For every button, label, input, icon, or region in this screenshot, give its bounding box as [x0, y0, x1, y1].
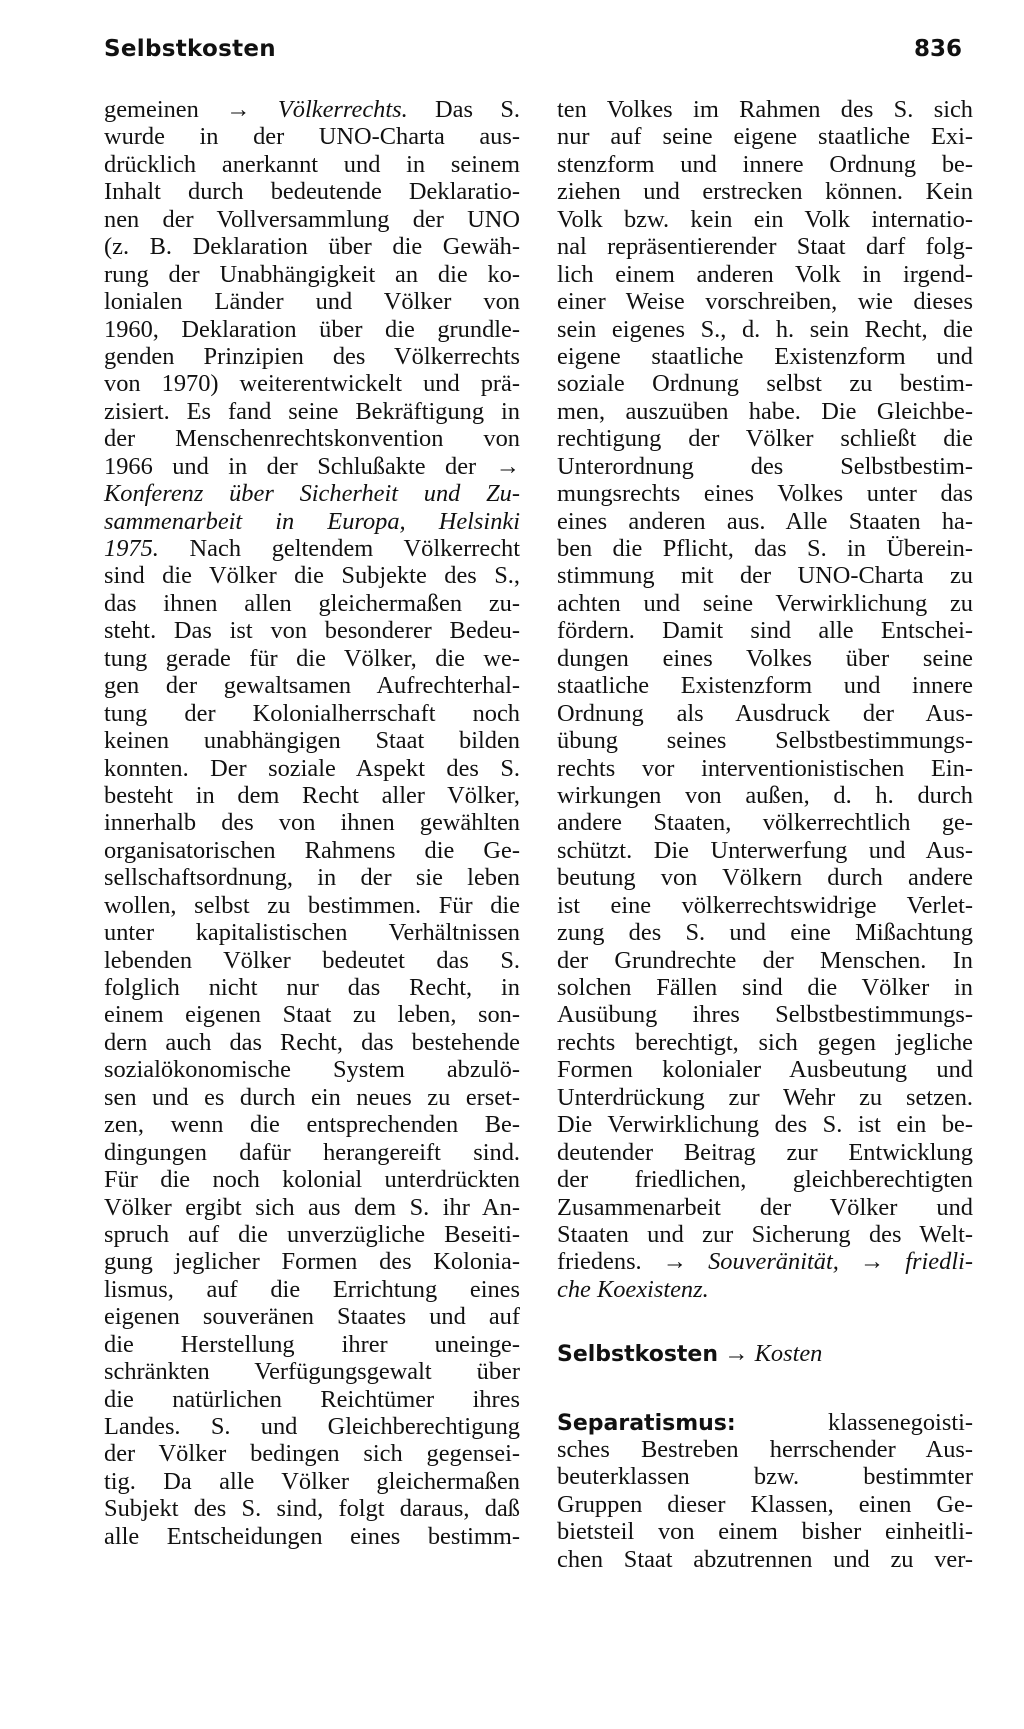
text-line: der Völker bedingen sich gegensei-	[104, 1440, 520, 1468]
left-column	[104, 96, 520, 1550]
right-column	[557, 96, 973, 1573]
entry-selbstkosten: Selbstkosten → Kosten	[557, 1339, 823, 1367]
text-line: nal repräsentierender Staat darf folg-	[557, 233, 973, 261]
text-line: der Menschenrechtskonvention von	[104, 425, 520, 453]
text-line: Völker ergibt sich aus dem S. ihr An-	[104, 1193, 520, 1221]
text-line: sozialökonomische System abzulö-	[104, 1056, 520, 1084]
text-line: das ihnen allen gleichermaßen zu-	[104, 589, 520, 617]
text-line: lonialen Länder und Völker von	[104, 288, 520, 316]
text-line: rechtigung der Völker schließt die	[557, 425, 973, 453]
text-line: ziehen und erstrecken können. Kein	[557, 178, 973, 206]
text-line: 1975. Nach geltendem Völkerrecht	[104, 535, 520, 562]
text-line: rung der Unabhängigkeit an die ko-	[104, 260, 520, 288]
cross-ref-koexistenz-part2[interactable]: che Koexistenz.	[557, 1275, 709, 1303]
text-line: Unterordnung des Selbstbestim-	[557, 452, 973, 480]
text-line: innerhalb des von ihnen gewählten	[104, 809, 520, 837]
text-line: lismus, auf die Errichtung eines	[104, 1275, 520, 1303]
text-line: staatliche Existenzform und innere	[557, 672, 973, 700]
text-line: die natürlichen Reichtümer ihres	[104, 1385, 520, 1413]
text-line: Für die noch kolonial unterdrückten	[104, 1166, 520, 1194]
text-line: dungen eines Volkes über seine	[557, 644, 973, 672]
text-line: beuterklassen bzw. bestimmter	[557, 1463, 973, 1491]
text-line: (z. B. Deklaration über die Gewäh-	[104, 233, 520, 261]
text-line: lich einem anderen Volk in irgend-	[557, 260, 973, 288]
text-line: Volk bzw. kein ein Volk internatio-	[557, 205, 973, 233]
text-line: Konferenz über Sicherheit und Zu-	[104, 480, 520, 508]
text-line: rechts berechtigt, sich gegen jegliche	[557, 1028, 973, 1056]
text-line: Inhalt durch bedeutende Deklaratio-	[104, 178, 520, 206]
text-line: dingungen dafür herangereift sind.	[104, 1138, 520, 1166]
text-line: konnten. Der soziale Aspekt des S.	[104, 754, 520, 782]
text-line: eigene staatliche Existenzform und	[557, 342, 973, 370]
text-line: Gruppen dieser Klassen, einen Ge-	[557, 1490, 973, 1518]
text-line: dern auch das Recht, das bestehende	[104, 1028, 520, 1056]
text-line: gen der gewaltsamen Aufrechterhal-	[104, 672, 520, 700]
text-line: wollen, selbst zu bestimmen. Für die	[104, 891, 520, 919]
text-line: zen, wenn die entsprechenden Be-	[104, 1111, 520, 1139]
text-line: sind die Völker die Subjekte des S.,	[104, 562, 520, 590]
text-line: fördern. Damit sind alle Entschei-	[557, 617, 973, 645]
closing-line: friedens. → Souveränität, → friedli-	[557, 1248, 973, 1276]
text-line: 1966 und in der Schlußakte der →	[104, 452, 520, 480]
text-line: gemeinen → Völkerrechts. Das S.	[104, 96, 520, 123]
text-line: sen und es durch ein neues zu erset-	[104, 1083, 520, 1111]
text-line: nur auf seine eigene staatliche Exi-	[557, 123, 973, 151]
text-line: steht. Das ist von besonderer Bedeu-	[104, 617, 520, 645]
text-line: chen Staat abzutrennen und zu ver-	[557, 1545, 973, 1573]
text-line: übung seines Selbstbestimmungs-	[557, 727, 973, 755]
text-line: 1960, Deklaration über die grundle-	[104, 315, 520, 343]
text-line: einer Weise vorschreiben, wie dieses	[557, 288, 973, 316]
text-line: achten und seine Verwirklichung zu	[557, 589, 973, 617]
text-line: Die Verwirklichung des S. ist ein be-	[557, 1111, 973, 1139]
running-head: Selbstkosten	[104, 36, 276, 62]
entry-separatismus-first-line: Separatismus: klassenegoisti-	[557, 1408, 973, 1436]
text-line: sches Bestreben herrschender Aus-	[557, 1436, 973, 1463]
text-line: genden Prinzipien des Völkerrechts	[104, 342, 520, 370]
text-line: der friedlichen, gleichberechtigten	[557, 1166, 973, 1194]
entry-term-selbstkosten: Selbstkosten	[557, 1341, 719, 1367]
text-line: men, auszuüben habe. Die Gleichbe-	[557, 397, 973, 425]
text-line: deutender Beitrag zur Entwicklung	[557, 1138, 973, 1166]
text-line: Ordnung als Ausdruck der Aus-	[557, 699, 973, 727]
text-line: Subjekt des S. sind, folgt daraus, daß	[104, 1495, 520, 1523]
text-line: sellschaftsordnung, in der sie leben	[104, 864, 520, 892]
text-line: solchen Fällen sind die Völker in	[557, 974, 973, 1001]
text-line: Unterdrückung zur Wehr zu setzen.	[557, 1083, 973, 1111]
text-line: ben die Pflicht, das S. in Überein-	[557, 535, 973, 562]
text-line: nen der Vollversammlung der UNO	[104, 205, 520, 233]
page-number: 836	[913, 36, 962, 62]
text-line: tung gerade für die Völker, die we-	[104, 644, 520, 672]
text-line: lebenden Völker bedeutet das S.	[104, 946, 520, 974]
text-line: schränkten Verfügungsgewalt über	[104, 1358, 520, 1386]
text-line: unter kapitalistischen Verhältnissen	[104, 919, 520, 947]
cross-ref-souveraenitaet[interactable]: Souveränität,	[708, 1248, 839, 1276]
text-line: soziale Ordnung selbst zu bestim-	[557, 370, 973, 398]
text-line: Staaten und zur Sicherung des Welt-	[557, 1220, 973, 1248]
text-line: der Grundrechte der Menschen. In	[557, 946, 973, 974]
text-line: die Herstellung ihrer uneinge-	[104, 1330, 520, 1358]
text-line: Landes. S. und Gleichberechtigung	[104, 1413, 520, 1440]
text-line: alle Entscheidungen eines bestimm-	[104, 1522, 520, 1550]
text-line: zisiert. Es fand seine Bekräftigung in	[104, 397, 520, 425]
text-line: mungsrechts eines Volkes unter das	[557, 480, 973, 508]
text-line: wurde in der UNO-Charta aus-	[104, 123, 520, 151]
text-line: sein eigenes S., d. h. sein Recht, die	[557, 315, 973, 343]
text-line: eigenen souveränen Staates und auf	[104, 1303, 520, 1331]
text-line: stenzform und innere Ordnung be-	[557, 150, 973, 178]
text-line: Ausübung ihres Selbstbestimmungs-	[557, 1001, 973, 1029]
text-line: besteht in dem Recht aller Völker,	[104, 781, 520, 809]
text-line: von 1970) weiterentwickelt und prä-	[104, 370, 520, 398]
text-line: organisatorischen Rahmens die Ge-	[104, 836, 520, 864]
text-line: wirkungen von außen, d. h. durch	[557, 781, 973, 809]
text-line: zung des S. und eine Mißachtung	[557, 919, 973, 947]
text-line: keinen unabhängigen Staat bilden	[104, 727, 520, 755]
text-line: folglich nicht nur das Recht, in	[104, 974, 520, 1001]
text-line: tung der Kolonialherrschaft noch	[104, 699, 520, 727]
text-line: andere Staaten, völkerrechtlich ge-	[557, 809, 973, 837]
text-line: schützt. Die Unterwerfung und Aus-	[557, 836, 973, 864]
cross-ref-kosten[interactable]: Kosten	[754, 1339, 823, 1367]
text-line: bietsteil von einem bisher einheitli-	[557, 1518, 973, 1546]
text-line: eines anderen aus. Alle Staaten ha-	[557, 507, 973, 535]
text-line: ist eine völkerrechtswidrige Verlet-	[557, 891, 973, 919]
text-line: spruch auf die unverzügliche Beseiti-	[104, 1220, 520, 1248]
entry-term-separatismus: Separatismus:	[557, 1410, 736, 1436]
text-line: einem eigenen Staat zu leben, son-	[104, 1001, 520, 1029]
text-line: ten Volkes im Rahmen des S. sich	[557, 96, 973, 123]
closing-line-2	[557, 1276, 973, 1303]
text-line: tig. Da alle Völker gleichermaßen	[104, 1467, 520, 1495]
text-line: Formen kolonialer Ausbeutung und	[557, 1056, 973, 1084]
cross-ref-koexistenz-part1[interactable]: friedli-	[905, 1248, 973, 1276]
text-line: Zusammenarbeit der Völker und	[557, 1193, 973, 1221]
text-line: rechts vor interventionistischen Ein-	[557, 754, 973, 782]
text-line: gung jeglicher Formen des Kolonia-	[104, 1248, 520, 1276]
text-line: sammenarbeit in Europa, Helsinki	[104, 507, 520, 535]
text-line: beutung von Völkern durch andere	[557, 864, 973, 892]
text-line: stimmung mit der UNO-Charta zu	[557, 562, 973, 590]
text-line: drücklich anerkannt und in seinem	[104, 150, 520, 178]
